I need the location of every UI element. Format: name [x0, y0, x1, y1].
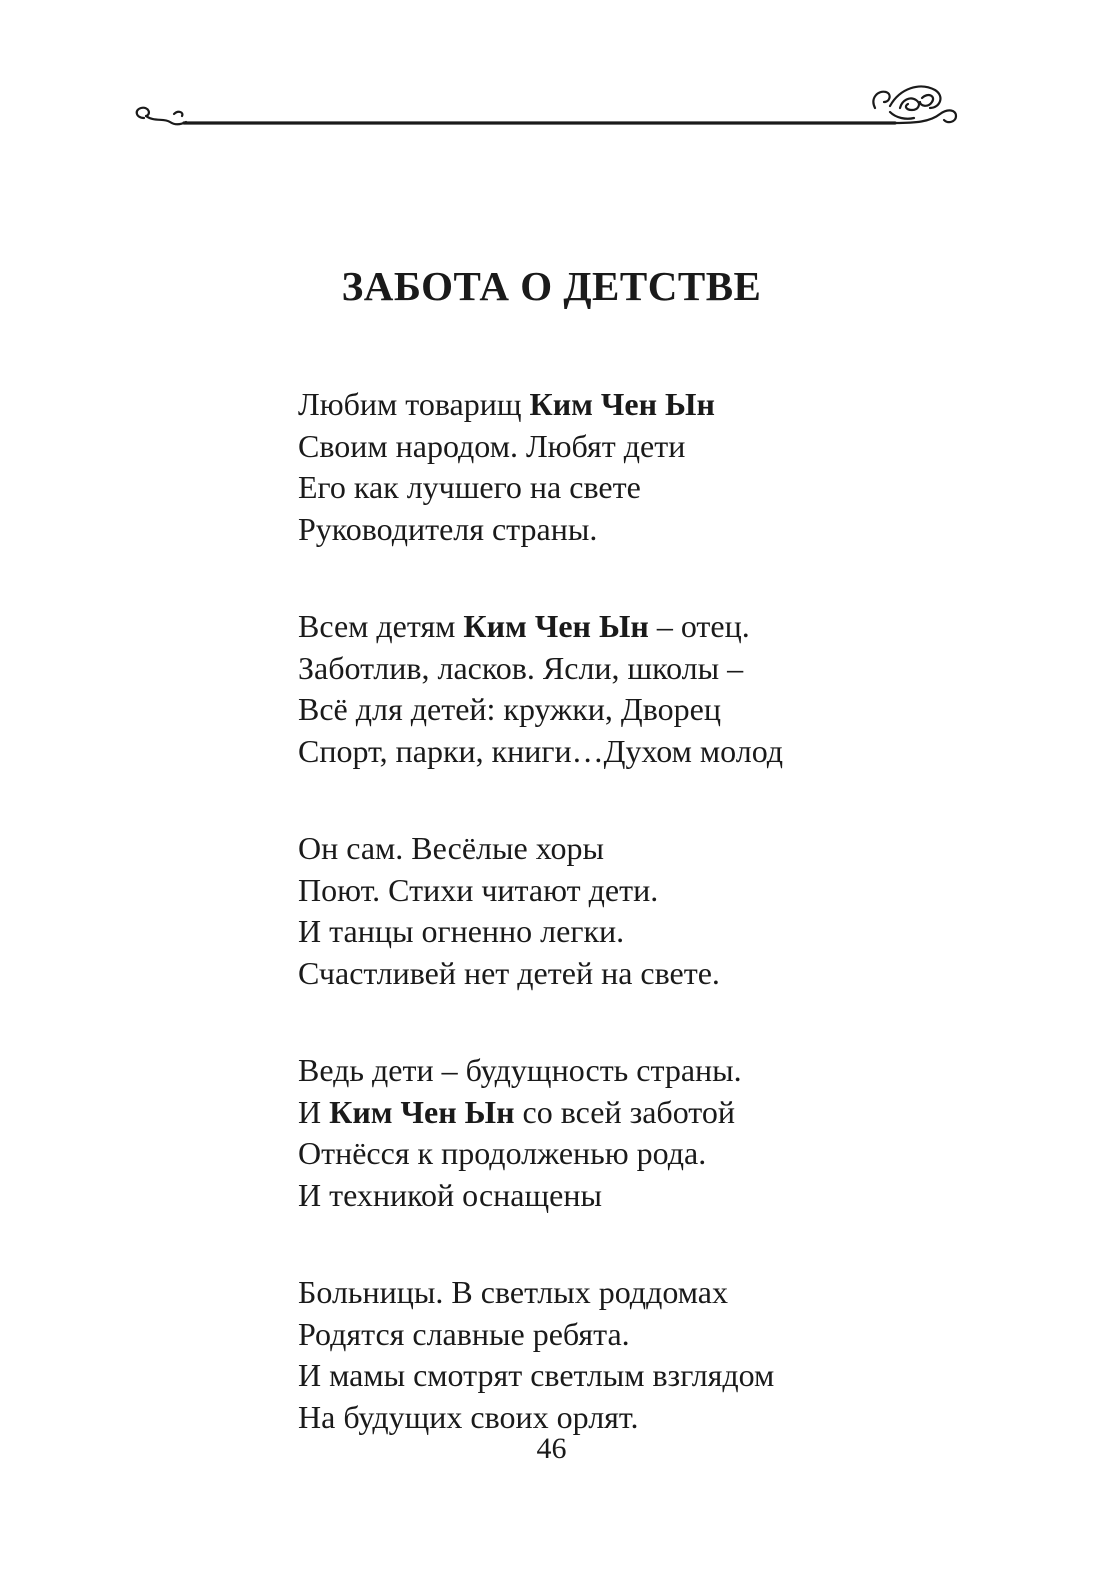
line-text: Заботлив, ласков. Ясли, школы – — [298, 649, 744, 686]
line-text: Поют. Стихи читают дети. — [298, 871, 659, 908]
bold-name: Ким Чен Ын — [463, 608, 649, 644]
poem-line — [298, 911, 998, 953]
poem-line — [298, 509, 998, 551]
poem-line — [298, 1133, 998, 1175]
bold-name: Ким Чен Ын — [529, 386, 715, 422]
stanza — [298, 1050, 998, 1216]
poem-line — [298, 648, 998, 690]
poem-line — [298, 1050, 998, 1092]
poem-line — [298, 467, 998, 509]
line-text: со всей заботой — [514, 1093, 735, 1130]
poem-title: ЗАБОТА О ДЕТСТВЕ — [341, 263, 762, 309]
line-text: Руководителя страны. — [298, 510, 598, 547]
line-text: Всё для детей: кружки, Дворец — [298, 691, 721, 727]
line-text: Родятся славные ребята. — [298, 1315, 630, 1352]
line-text: Своим народом. Любят дети — [298, 427, 686, 464]
poem-line — [298, 426, 998, 468]
poem-line — [298, 828, 998, 870]
poem-line — [298, 870, 998, 912]
line-text: Ведь дети – будущность страны. — [298, 1052, 742, 1088]
page-number: 46 — [536, 1432, 567, 1465]
line-text: И техникой оснащены — [298, 1176, 602, 1213]
line-text: Счастливей нет детей на свете. — [298, 954, 720, 991]
poem-line — [298, 1355, 998, 1397]
poem-line — [298, 953, 998, 995]
poem-line — [298, 1272, 998, 1314]
poem-line — [298, 384, 998, 426]
poem-body — [298, 384, 998, 1494]
bold-name: Ким Чен Ын — [329, 1093, 515, 1130]
stanza — [298, 606, 998, 772]
stanza — [298, 1272, 998, 1438]
line-text: Спорт, парки, книги…Духом молод — [298, 732, 784, 769]
poem-line — [298, 731, 998, 773]
poem-line — [298, 606, 998, 648]
line-text: И мамы смотрят светлым взглядом — [298, 1357, 775, 1393]
header-ornament — [130, 78, 970, 138]
line-text: На будущих своих орлят. — [298, 1398, 639, 1435]
line-text: И — [298, 1093, 330, 1130]
stanza — [298, 828, 998, 994]
poem-line — [298, 1092, 998, 1134]
poem-line — [298, 1175, 998, 1217]
line-text: Всем детям — [298, 608, 464, 644]
poem-line — [298, 1314, 998, 1356]
line-text: – отец. — [648, 608, 750, 644]
line-text: Его как лучшего на свете — [298, 469, 641, 505]
line-text: Он сам. Весёлые хоры — [298, 830, 604, 866]
line-text: Отнёсся к продолженью рода. — [298, 1135, 707, 1171]
stanza — [298, 384, 998, 550]
poem-line — [298, 689, 998, 731]
line-text: И танцы огненно легки. — [298, 913, 625, 949]
line-text: Больницы. В светлых роддомах — [298, 1274, 728, 1310]
line-text: Любим товарищ — [298, 386, 530, 422]
